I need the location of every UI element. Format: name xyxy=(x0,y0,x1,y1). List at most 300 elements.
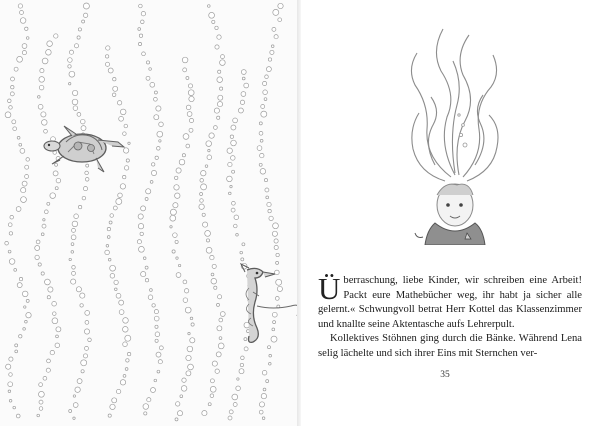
bubble xyxy=(240,363,243,366)
bubble xyxy=(173,233,178,238)
bubble xyxy=(234,224,238,228)
bubble xyxy=(199,204,204,209)
bubble xyxy=(269,363,272,366)
bubble xyxy=(173,203,178,208)
bubble xyxy=(73,403,78,408)
bubble xyxy=(276,253,279,256)
bubble xyxy=(77,113,81,117)
bubble xyxy=(218,343,224,349)
bubble xyxy=(35,246,40,251)
bubble xyxy=(176,273,181,278)
bubble xyxy=(217,326,222,331)
bubble xyxy=(138,28,141,31)
bubble xyxy=(39,391,45,397)
bubble xyxy=(233,403,237,407)
bubble xyxy=(21,197,27,203)
bubble xyxy=(138,42,141,45)
left-page-illustration xyxy=(0,0,299,426)
bubble xyxy=(71,235,76,240)
bubble xyxy=(159,346,163,350)
paragraph-1 xyxy=(318,271,582,332)
bubble xyxy=(47,41,53,47)
bubble xyxy=(11,86,14,89)
bubble xyxy=(205,231,211,237)
bubble xyxy=(215,26,218,29)
bubble xyxy=(141,12,145,16)
bubble xyxy=(22,44,27,49)
bubble xyxy=(269,216,273,220)
bubble xyxy=(43,219,45,221)
bubble xyxy=(266,196,269,199)
bubble xyxy=(182,154,185,157)
bubble xyxy=(124,166,128,170)
bubble xyxy=(22,181,27,186)
bubble xyxy=(241,356,245,360)
bubble xyxy=(244,338,247,341)
bubble xyxy=(9,400,12,403)
story-text xyxy=(318,271,582,362)
bubble xyxy=(275,270,280,275)
bubble xyxy=(120,109,126,115)
bubble xyxy=(42,224,46,228)
bubble xyxy=(159,140,161,142)
bubble xyxy=(220,312,225,317)
bubble xyxy=(236,234,239,237)
bubble xyxy=(155,325,158,328)
bubble xyxy=(74,214,79,219)
bubble xyxy=(265,188,269,192)
bubble xyxy=(186,105,191,110)
bubble xyxy=(212,361,217,366)
bubble xyxy=(188,84,192,88)
bubble xyxy=(15,350,18,353)
bubble xyxy=(88,338,92,342)
bubble xyxy=(71,243,74,246)
bubble xyxy=(266,67,271,72)
bubble xyxy=(116,389,120,393)
bubble xyxy=(265,75,269,79)
bubble xyxy=(25,320,28,323)
bubble xyxy=(155,156,158,159)
bubble xyxy=(214,286,217,289)
bubble xyxy=(186,144,190,148)
bubble xyxy=(73,106,78,111)
bubble xyxy=(145,279,148,282)
bubble xyxy=(19,335,22,338)
bubble xyxy=(188,90,194,96)
bubble xyxy=(78,205,81,208)
bubble xyxy=(268,346,271,349)
bubble xyxy=(187,346,193,352)
bubble xyxy=(52,318,58,324)
bubble xyxy=(149,68,152,71)
bubble xyxy=(202,411,207,416)
bubble xyxy=(123,342,128,347)
bubble xyxy=(278,18,282,22)
bubble xyxy=(10,92,14,96)
bubble xyxy=(233,118,238,123)
bubble xyxy=(232,170,235,173)
bubble xyxy=(170,209,176,215)
bubble xyxy=(157,131,163,137)
seahorse-drawing xyxy=(241,264,299,342)
bubble xyxy=(127,352,130,355)
bubble xyxy=(11,77,15,81)
bubble xyxy=(8,223,12,227)
bubble xyxy=(74,44,78,48)
bubble xyxy=(145,266,148,269)
bubble xyxy=(217,35,221,39)
bubble xyxy=(154,115,159,120)
bubble xyxy=(20,11,24,15)
bubble xyxy=(271,336,277,342)
bubble xyxy=(209,133,214,138)
bubble xyxy=(72,221,78,227)
bubble xyxy=(231,140,237,146)
bubble xyxy=(208,5,211,8)
bubble xyxy=(155,339,158,342)
bubble xyxy=(154,91,157,94)
bubble xyxy=(264,179,267,182)
bubble xyxy=(274,239,278,243)
bubble xyxy=(266,380,269,383)
bubble xyxy=(123,175,126,178)
bubble xyxy=(146,76,150,80)
bubble xyxy=(85,171,89,175)
bubble xyxy=(273,9,279,15)
bubble xyxy=(240,251,243,254)
bubble xyxy=(138,224,143,229)
bubble xyxy=(244,347,248,351)
bubble xyxy=(215,45,219,49)
bubble xyxy=(212,20,215,23)
bubble-trails xyxy=(5,3,283,421)
bubble xyxy=(8,390,11,393)
bubble-trails-illustration xyxy=(0,0,299,426)
bubble xyxy=(217,303,220,306)
bubble xyxy=(218,295,222,299)
bubble xyxy=(267,202,271,206)
bubble xyxy=(151,170,156,175)
bubble xyxy=(110,214,114,218)
bubble xyxy=(83,13,87,17)
bubble xyxy=(189,118,193,122)
bubble xyxy=(186,355,191,360)
bubble xyxy=(143,404,149,410)
bubble xyxy=(106,46,110,50)
bubble xyxy=(200,179,204,183)
bubble xyxy=(44,129,48,133)
bubble xyxy=(42,58,48,64)
bubble xyxy=(112,93,116,97)
bubble xyxy=(159,122,164,127)
bubble xyxy=(47,359,51,363)
bubble xyxy=(123,327,129,333)
bubble xyxy=(12,120,16,124)
bubble xyxy=(268,209,271,212)
bubble xyxy=(175,193,180,198)
bubble xyxy=(205,165,208,168)
bubble xyxy=(35,255,39,259)
bubble xyxy=(53,171,58,176)
bubble xyxy=(241,258,244,261)
bubble xyxy=(219,337,222,340)
bubble xyxy=(20,18,26,24)
bubble xyxy=(68,58,73,63)
bubble xyxy=(229,192,232,195)
bubble xyxy=(206,239,209,242)
bubble xyxy=(189,128,193,132)
bubble xyxy=(117,101,121,105)
bubble xyxy=(182,57,188,63)
bubble xyxy=(176,402,180,406)
bubble xyxy=(10,215,14,219)
bubble xyxy=(86,164,89,167)
bubble xyxy=(218,95,223,100)
bubble xyxy=(268,58,271,61)
bubble xyxy=(83,187,87,191)
bubble xyxy=(227,148,232,153)
bubble xyxy=(170,226,172,228)
bubble xyxy=(208,403,211,406)
bubble xyxy=(277,286,282,291)
bubble xyxy=(156,352,161,357)
bubble xyxy=(25,27,28,30)
bubble xyxy=(46,50,52,56)
bubble xyxy=(47,296,50,299)
bubble xyxy=(110,274,115,279)
bubble xyxy=(270,50,274,54)
bubble xyxy=(14,269,17,272)
bubble xyxy=(263,81,267,85)
bubble xyxy=(108,258,111,261)
bubble xyxy=(38,263,41,266)
bubble xyxy=(176,257,178,259)
bubble xyxy=(68,65,71,68)
bubble xyxy=(152,304,155,307)
bubble xyxy=(264,98,267,101)
bubble xyxy=(120,184,125,189)
bubble xyxy=(48,287,53,292)
bubble xyxy=(44,210,48,214)
bubble xyxy=(236,386,241,391)
bubble xyxy=(8,99,12,103)
bubble xyxy=(200,199,204,203)
page-number: 35 xyxy=(440,370,450,380)
bubble xyxy=(50,350,54,354)
bubble xyxy=(158,360,162,364)
bubble xyxy=(138,214,143,219)
bubble xyxy=(73,417,75,419)
bubble xyxy=(263,388,266,391)
bubble xyxy=(257,146,262,151)
bubble xyxy=(178,264,180,266)
bubble xyxy=(128,142,130,144)
bubble xyxy=(75,387,80,392)
bubble xyxy=(274,245,278,249)
bubble xyxy=(259,410,263,414)
bubble xyxy=(276,279,282,285)
bubble xyxy=(5,112,11,118)
bubble xyxy=(13,127,17,131)
bubble xyxy=(113,86,118,91)
bubble xyxy=(152,163,155,166)
bubble xyxy=(113,206,117,210)
bubble xyxy=(17,136,20,139)
bubble xyxy=(25,175,29,179)
bubble xyxy=(81,360,87,366)
bubble xyxy=(17,283,22,288)
bubble xyxy=(259,402,264,407)
bubble xyxy=(15,344,18,347)
bubble xyxy=(5,241,9,245)
bubble xyxy=(208,149,210,151)
bubble xyxy=(38,104,43,109)
bubble xyxy=(272,27,276,31)
bubble xyxy=(19,143,22,146)
bubble xyxy=(81,119,86,124)
bubble xyxy=(6,364,11,369)
bubble xyxy=(273,223,279,229)
bubble xyxy=(278,3,283,8)
bubble xyxy=(85,346,89,350)
bubble xyxy=(119,310,124,315)
bubble xyxy=(55,343,60,348)
bubble xyxy=(23,328,26,331)
bubble xyxy=(82,20,85,23)
floating-hair xyxy=(411,29,498,181)
bubble xyxy=(39,407,43,411)
bubble xyxy=(47,202,50,205)
bubble xyxy=(41,233,44,236)
bubble xyxy=(207,155,212,160)
bubble xyxy=(52,301,57,306)
bubble xyxy=(229,410,233,414)
bubble xyxy=(140,232,143,235)
bubble xyxy=(119,300,124,305)
bubble xyxy=(9,232,12,235)
bubble xyxy=(151,388,156,393)
bubble xyxy=(232,394,238,400)
bubble xyxy=(146,61,149,64)
bubble xyxy=(22,291,28,297)
bubble xyxy=(147,398,151,402)
bubble xyxy=(190,338,195,343)
bubble xyxy=(105,55,108,58)
bubble xyxy=(271,45,274,48)
bubble xyxy=(184,289,188,293)
bubble xyxy=(260,169,266,175)
bubble xyxy=(217,116,220,119)
bubble xyxy=(139,246,145,252)
bubble xyxy=(155,332,160,337)
bubble xyxy=(40,69,44,73)
bubble xyxy=(126,159,129,162)
bubble xyxy=(39,77,45,83)
bubble xyxy=(72,266,76,270)
bubble xyxy=(56,178,61,183)
bubble xyxy=(203,222,208,227)
bubble xyxy=(110,265,116,271)
bubble xyxy=(276,261,279,264)
bubble xyxy=(241,92,246,97)
bubble xyxy=(110,404,115,409)
bubble xyxy=(124,124,128,128)
bubble xyxy=(18,4,22,8)
bubble xyxy=(228,416,232,420)
bubble xyxy=(210,386,216,392)
bubble xyxy=(123,148,128,153)
bubble xyxy=(118,193,123,198)
bubble xyxy=(157,147,161,151)
bubble xyxy=(201,184,207,190)
bubble xyxy=(108,414,111,417)
bubble xyxy=(240,100,244,104)
bubble xyxy=(218,70,221,73)
bubble xyxy=(180,395,183,398)
bubble xyxy=(228,162,232,166)
bubble xyxy=(139,4,143,8)
bubble xyxy=(119,116,124,121)
bubble xyxy=(82,196,86,200)
bubble xyxy=(13,406,16,409)
bubble xyxy=(175,418,178,421)
bubble xyxy=(56,335,59,338)
bubble xyxy=(221,55,225,59)
bubble xyxy=(85,178,89,182)
bubble xyxy=(25,165,29,169)
bubble xyxy=(26,313,31,318)
bubble xyxy=(123,132,127,136)
bubble xyxy=(183,280,187,284)
bubble xyxy=(183,134,189,140)
bubble xyxy=(200,193,203,196)
bubble xyxy=(263,90,268,95)
bubble xyxy=(174,185,179,190)
bubble xyxy=(107,236,110,239)
bubble xyxy=(69,50,73,54)
bubble xyxy=(150,181,153,184)
bubble xyxy=(39,85,44,90)
bubble xyxy=(230,185,232,187)
bubble xyxy=(113,78,116,81)
drop-cap: Ü xyxy=(318,271,341,306)
bubble xyxy=(17,56,23,62)
bubble xyxy=(183,68,187,72)
bubble xyxy=(191,323,194,326)
bubble xyxy=(154,97,158,101)
bubble xyxy=(275,297,279,301)
bubble xyxy=(154,316,159,321)
bubble xyxy=(41,112,46,117)
paragraph-1-text: berraschung, liebe Kinder, wir schreiben eine Arbeit! Packt eure Mathebücher weg, ihr habt ja sicher alle gelernt.« Schwungvoll betrat Herr Kottel das Klassenzimmer und knallte seine Aktentasche aufs Lehrerpult. xyxy=(318,275,582,330)
bubble xyxy=(181,386,187,392)
bubble xyxy=(272,312,277,317)
bubble xyxy=(84,329,89,334)
bubble xyxy=(55,163,58,166)
bubble xyxy=(116,199,122,205)
bubble xyxy=(69,71,75,77)
bubble xyxy=(150,82,155,87)
bubble xyxy=(139,34,142,37)
bubble xyxy=(50,193,56,199)
bubble xyxy=(156,106,161,111)
paragraph-2: Kollektives Stöhnen ging durch die Bänke. Während Lena selig lächelte und sich ihrer Eins mit Sternchen ver- xyxy=(318,333,582,359)
bubble xyxy=(108,68,113,73)
bubble xyxy=(109,221,112,224)
bubble xyxy=(71,279,76,284)
bubble xyxy=(183,298,188,303)
